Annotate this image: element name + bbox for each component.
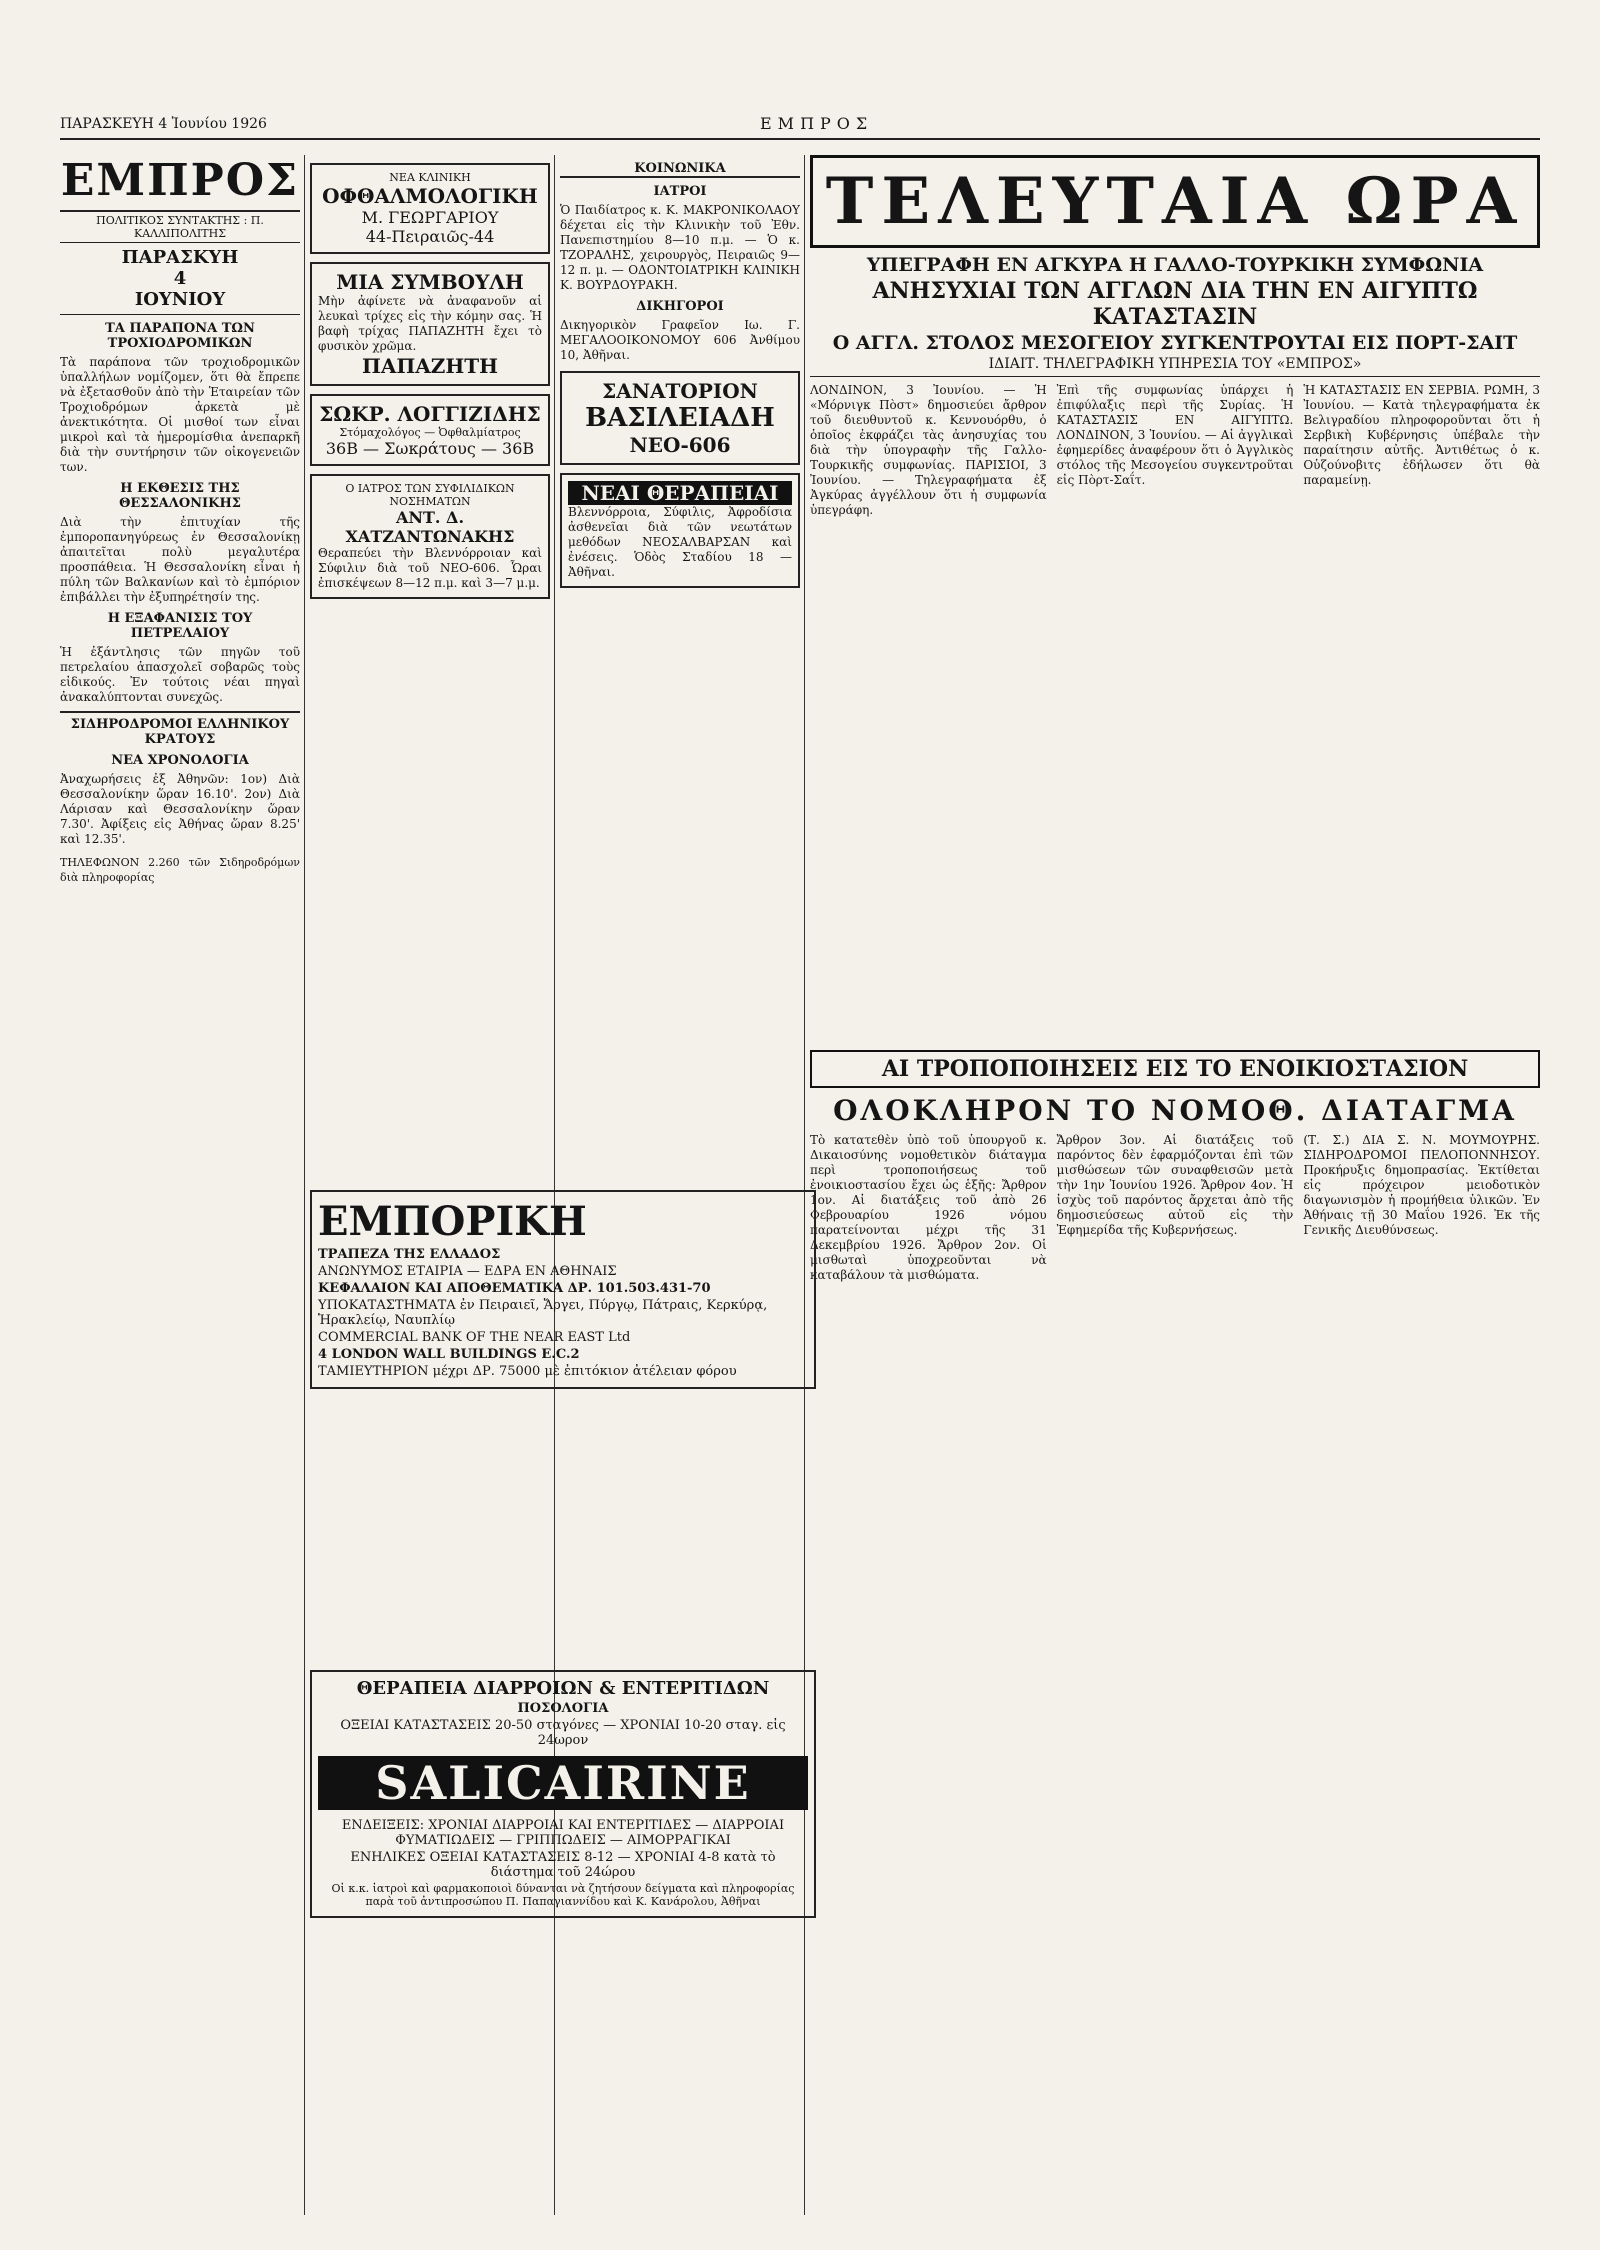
lawyers-head: ΔΙΚΗΓΟΡΟΙ xyxy=(636,299,724,314)
bank-title: ΤΡΑΠΕΖΑ ΤΗΣ ΕΛΛΑΔΟΣ xyxy=(318,1247,501,1262)
law-column: Ἄρθρον 3ον. Αἱ διατάξεις τοῦ παρόντος δὲν ἐφαρμόζονται ἐπὶ τῶν μισθώσεων τῶν συναφθεισῶν μετὰ τὴν 1ην Ἰουνίου 1926. Ἄρθρον 4ον. Ἡ ἰσχὺς τοῦ παρόντος ἄρχεται ἀπὸ τῆς δημοσιεύσεως αὐτοῦ εἰς τὴν Ἐφημερίδα τῆς Κυβερνήσεως. xyxy=(1056,1133,1294,1237)
advice-body: Μὴν ἀφίνετε νὰ ἀναφανοῦν αἱ λευκαὶ τρίχες εἰς τὴν κόμην σας. Ἡ βαφὴ τρίχας ΠΑΠΑΖΗΤΗ ἔχει τὸ φυσικὸν χρῶμα. xyxy=(318,294,542,353)
article-title: Η ΕΚΘΕΣΙΣ ΤΗΣ ΘΕΣΣΑΛΟΝΙΚΗΣ xyxy=(119,481,241,511)
bank-london: 4 LONDON WALL BUILDINGS E.C.2 xyxy=(318,1347,580,1362)
clinic-address: 44-Πειραιῶς-44 xyxy=(365,227,495,246)
editor-line: ΠΟΛΙΤΙΚΟΣ ΣΥΝΤΑΚΤΗΣ : Π. ΚΑΛΛΙΠΟΛΙΤΗΣ xyxy=(60,212,300,243)
sanatorium-sub: ΝΕΟ-606 xyxy=(629,433,731,457)
bank-savings: ΤΑΜΙΕΥΤΗΡΙΟΝ μέχρι ΔΡ. 75000 μὲ ἐπιτόκιον ἀτέλειαν φόρου xyxy=(318,1364,737,1379)
railway-title: ΣΙΔΗΡΟΔΡΟΜΟΙ ΕΛΛΗΝΙΚΟΥ ΚΡΑΤΟΥΣ xyxy=(60,711,300,747)
railway-body: Ἀναχωρήσεις ἐξ Ἀθηνῶν: 1ον) Διὰ Θεσσαλονίκην ὥραν 16.10'. 2ον) Διὰ Λάρισαν καὶ Θεσσαλονίκην ὥραν 7.30'. Ἀφίξεις εἰς Ἀθήνας ὥραν 8.25' καὶ 12.35'. xyxy=(60,772,300,846)
railway-subtitle: ΝΕΑ ΧΡΟΝΟΛΟΓΙΑ xyxy=(111,753,249,768)
news-column: Ἐπὶ τῆς συμφωνίας ὑπάρχει ἡ ἐπιφύλαξις περὶ τῆς Συρίας. Ἡ ΚΑΤΑΣΤΑΣΙΣ ΕΝ ΑΙΓΥΠΤΩ. ΛΟΝΔΙΝΟΝ, 3 Ἰουνίου. — Αἱ ἀγγλικαὶ ἐφημερίδες ἀναφέρουν ὅτι ὁ Ἀγγλικὸς στόλος τῆς Μεσογείου συγκεντροῦται εἰς Πὸρτ-Σαΐτ. xyxy=(1056,383,1294,487)
article-body: Τὰ παράπονα τῶν τροχιοδρομικῶν ὑπαλλήλων νομίζομεν, ὅτι θὰ ἔπρεπε νὰ ἐξετασθοῦν ἀπὸ τὴν Ἑταιρείαν τῶν Τροχιοδρόμων ἀρκετὰ μὲ ἀνεκτικότητα. Οἱ μισθοί των εἶναι μικροὶ καὶ τὰ ἡμερομίσθια ἀνεπαρκῆ διὰ τὴν συντήρησιν τῶν οἰκογενειῶν των. xyxy=(60,355,300,474)
wire-service: ΙΔΙΑΙΤ. ΤΗΛΕΓΡΑΦΙΚΗ ΥΠΗΡΕΣΙΑ ΤΟΥ «ΕΜΠΡΟΣ» xyxy=(810,356,1540,377)
clinic-doctor: Μ. ΓΕΩΡΓΑΡΙΟΥ xyxy=(361,208,499,227)
social-section: ΚΟΙΝΩΝΙΚΑ xyxy=(560,161,800,178)
drug-name: SALICAIRINE xyxy=(318,1756,808,1810)
therapy-ad xyxy=(560,473,800,588)
column-three xyxy=(560,155,800,596)
article-body: Ἡ ἐξάντλησις τῶν πηγῶν τοῦ πετρελαίου ἀπασχολεῖ σοβαρῶς τοὺς εἰδικούς. Ἐν τούτοις νέαι πηγαὶ ἀνακαλύπτονται συνεχῶς. xyxy=(60,645,300,704)
syphilis-ad xyxy=(310,474,550,599)
law-subbanner: ΟΛΟΚΛΗΡΟΝ ΤΟ ΝΟΜΟΘ. ΔΙΑΤΑΓΜΑ xyxy=(833,1094,1517,1127)
drug-title: ΘΕΡΑΠΕΙΑ ΔΙΑΡΡΟΙΩΝ & ΕΝΤΕΡΙΤΙΔΩΝ xyxy=(356,1678,770,1699)
page-header xyxy=(60,110,1540,140)
advice-name: ΠΑΠΑΖΗΤΗ xyxy=(361,354,499,378)
day-number: 4 xyxy=(173,268,187,289)
article-body: Διὰ τὴν ἐπιτυχίαν τῆς ἐμποροπανηγύρεως ἐν Θεσσαλονίκῃ ἀπαιτεῖται πολὺ μεγαλυτέρα προσπάθεια. Ἡ Θεσσαλονίκη εἶναι ἡ πύλη τῶν Βαλκανίων καὶ τὸ ἐμπόριον ἐπιβάλλει τὴν ἐξυπηρέτησίν της. xyxy=(60,515,300,604)
column-rule xyxy=(304,155,305,2215)
masthead: ΕΜΠΡΟΣ xyxy=(60,155,300,212)
doctor-logo-address: 36Β — Σωκράτους — 36Β xyxy=(325,439,535,458)
clinic-head: ΝΕΑ ΚΛΙΝΙΚΗ xyxy=(389,171,471,184)
law-columns xyxy=(810,1133,1540,1283)
subheadline-2: ΑΝΗΣΥΧΙΑΙ ΤΩΝ ΑΓΓΛΩΝ ΔΙΑ ΤΗΝ ΕΝ ΑΙΓΥΠΤΩ ΚΑΤΑΣΤΑΣΙΝ xyxy=(872,278,1478,330)
issue-date: ΠΑΡΑΣΚΕΥΗ 4 Ἰουνίου 1926 xyxy=(60,116,267,132)
sanatorium-name: ΒΑΣΙΛΕΙΑΔΗ xyxy=(585,403,775,433)
advice-title: ΜΙΑ ΣΥΜΒΟΥΛΗ xyxy=(336,270,524,294)
syphilis-doctor: ΑΝΤ. Δ. ΧΑΤΖΑΝΤΩΝΑΚΗΣ xyxy=(345,508,515,546)
drug-indications: ΕΝΔΕΙΞΕΙΣ: ΧΡΟΝΙΑΙ ΔΙΑΡΡΟΙΑΙ ΚΑΙ ΕΝΤΕΡΙΤΙΔΕΣ — ΔΙΑΡΡΟΙΑΙ ΦΥΜΑΤΙΩΔΕΙΣ — ΓΡΙΠΠΩΔΕΙΣ — ΑΙΜΟΡΡΑΓΙΚΑΙ xyxy=(341,1818,785,1848)
drug-ad xyxy=(310,1670,816,1918)
doctor-logo-title: ΣΩΚΡ. ΛΟΓΓΙΖΙΔΗΣ xyxy=(319,402,541,426)
sanatorium-ad xyxy=(560,371,800,465)
month-name: ΙΟΥΝΙΟΥ xyxy=(134,289,226,310)
news-column: Ἡ ΚΑΤΑΣΤΑΣΙΣ ΕΝ ΣΕΡΒΙΑ. ΡΩΜΗ, 3 Ἰουνίου. — Κατὰ τηλεγραφήματα ἐκ Βελιγραδίου πληροφοροῦνται ὅτι ἡ Σερβικὴ Κυβέρνησις ὑπέβαλε τὴν παραίτησιν αὐτῆς. Ἀντιθέτως ὁ κ. Οὐζούνοβιτς ἐδήλωσεν ὅτι θὰ παραμείνῃ. xyxy=(1303,383,1540,487)
bank-sub: ΑΝΩΝΥΜΟΣ ΕΤΑΙΡΙΑ — ΕΔΡΑ ΕΝ ΑΘΗΝΑΙΣ xyxy=(318,1264,617,1279)
therapy-head: ΝΕΑΙ ΘΕΡΑΠΕΙΑΙ xyxy=(568,481,792,505)
column-two xyxy=(310,155,550,607)
law-column: (Τ. Σ.) ΔΙΑ Σ. Ν. ΜΟΥΜΟΥΡΗΣ. ΣΙΔΗΡΟΔΡΟΜΟΙ ΠΕΛΟΠΟΝΝΗΣΟΥ. Προκήρυξις δημοπρασίας. Ἐκτίθεται εἰς πρόχειρον μειοδοτικὸν διαγωνισμὸν ἡ προμήθεια ὑλικῶν. Ἐν Ἀθήναις τῇ 30 Μαΐου 1926. Ἐκ τῆς Γενικῆς Διευθύνσεως. xyxy=(1303,1133,1540,1237)
subheadline-1: ΥΠΕΓΡΑΦΗ ΕΝ ΑΓΚΥΡΑ Η ΓΑΛΛΟ-ΤΟΥΡΚΙΚΗ ΣΥΜΦΩΝΙΑ xyxy=(866,254,1484,276)
railway-footer: ΤΗΛΕΦΩΝΟΝ 2.260 τῶν Σιδηροδρόμων διὰ πληροφορίας xyxy=(60,856,300,884)
bank-capital: ΚΕΦΑΛΑΙΟΝ ΚΑΙ ΑΠΟΘΕΜΑΤΙΚΑ ΔΡ. 101.503.431-70 xyxy=(318,1281,711,1296)
drug-child: ΕΝΗΛΙΚΕΣ ΟΞΕΙΑΙ ΚΑΤΑΣΤΑΣΕΙΣ 8-12 — ΧΡΟΝΙΑΙ 4-8 κατὰ τὸ διάστημα τοῦ 24ώρου xyxy=(350,1850,776,1880)
sanatorium-head: ΣΑΝΑΤΟΡΙΟΝ xyxy=(602,379,758,403)
lower-news xyxy=(810,1050,1540,1283)
bank-commercial: COMMERCIAL BANK OF THE NEAR EAST Ltd xyxy=(318,1330,631,1345)
doctor-logo-sub: Στόμαχολόγος — Ὀφθαλμίατρος xyxy=(339,426,521,439)
doctor-ad xyxy=(310,394,550,466)
doctors-head: ΙΑΤΡΟΙ xyxy=(653,184,707,199)
headline: ΤΕΛΕΥΤΑΙΑ ΩΡΑ xyxy=(810,155,1540,248)
date-block xyxy=(60,243,300,315)
news-column: ΛΟΝΔΙΝΟΝ, 3 Ἰουνίου. — Ἡ «Μόρνιγκ Πὸστ» δημοσιεύει ἄρθρον τοῦ διευθυντοῦ κ. Κεννουόρθυ, ὁ ὁποῖος ἐκφράζει τὰς ἀνησυχίας του διὰ τὴν ὑπογραφὴν τῆς Γαλλο-Τουρκικῆς συμφωνίας. ΠΑΡΙΣΙΟΙ, 3 Ἰουνίου. — Τηλεγραφήματα ἐξ Ἀγκύρας ἀγγέλλουν ὅτι ἡ συμφωνία ὑπεγράφη. xyxy=(810,383,1047,517)
paper-name: ΕΜΠΡΟΣ xyxy=(760,114,874,133)
drug-dosage: ΠΟΣΟΛΟΓΙΑ xyxy=(517,1701,609,1716)
syphilis-head: Ο ΙΑΤΡΟΣ ΤΩΝ ΣΥΦΙΛΙΔΙΚΩΝ ΝΟΣΗΜΑΤΩΝ xyxy=(345,482,515,508)
bank-name: ΕΜΠΟΡΙΚΗ xyxy=(318,1198,587,1245)
bank-branches: ΥΠΟΚΑΤΑΣΤΗΜΑΤΑ ἐν Πειραιεῖ, Ἄργει, Πύργῳ, Πάτραις, Κερκύρᾳ, Ἡρακλείῳ, Ναυπλίῳ xyxy=(318,1298,768,1328)
law-banner: ΑΙ ΤΡΟΠΟΠΟΙΗΣΕΙΣ ΕΙΣ ΤΟ ΕΝΟΙΚΙΟΣΤΑΣΙΟΝ xyxy=(810,1050,1540,1088)
syphilis-body: Θεραπεύει τὴν Βλεννόρροιαν καὶ Σύφιλιν διὰ τοῦ ΝΕΟ-606. Ὧραι ἐπισκέψεων 8—12 π.μ. καὶ 3—7 μ.μ. xyxy=(318,546,542,590)
column-left xyxy=(60,155,300,885)
newspaper-page xyxy=(40,20,1550,2230)
law-column: Τὸ κατατεθὲν ὑπὸ τοῦ ὑπουργοῦ κ. Δικαιοσύνης νομοθετικὸν διάταγμα περὶ τροποποιήσεως τοῦ ἐνοικιοστασίου ἔχει ὡς ἑξῆς: Ἄρθρον 1ον. Αἱ διατάξεις τοῦ ἀπὸ 26 Φεβρουαρίου 1926 νόμου παρατείνονται μέχρι τῆς 31 Δεκεμβρίου 1926. Ἄρθρον 2ον. Οἱ μισθωταὶ ὑποχρεοῦνται νὰ καταβάλουν τὰ μισθώματα. xyxy=(810,1133,1047,1282)
drug-adult: ΟΞΕΙΑΙ ΚΑΤΑΣΤΑΣΕΙΣ 20-50 σταγόνες — ΧΡΟΝΙΑΙ 10-20 σταγ. εἰς 24ωρον xyxy=(340,1718,786,1748)
top-news xyxy=(810,155,1540,518)
news-columns xyxy=(810,383,1540,518)
advice-ad xyxy=(310,262,550,386)
day-name: ΠΑΡΑΣΚΥΗ xyxy=(121,247,239,268)
bank-ad xyxy=(310,1190,816,1389)
clinic-title: ΟΦΘΑΛΜΟΛΟΓΙΚΗ xyxy=(322,184,538,208)
doctors-body: Ὁ Παιδίατρος κ. Κ. ΜΑΚΡΟΝΙΚΟΛΑΟΥ δέχεται εἰς τὴν Κλινικὴν τοῦ Ἐθν. Πανεπιστημίου 8—10 π.μ. — Ὁ κ. ΤΖΟΡΑΛΗΣ, χειρουργὸς, Πειραιῶς 9—12 π. μ. — ΟΔΟΝΤΟΙΑΤΡΙΚΗ ΚΛΙΝΙΚΗ Κ. ΒΟΥΡΔΟΥΡΑΚΗ. xyxy=(560,203,800,292)
drug-footer: Οἱ κ.κ. ἰατροὶ καὶ φαρμακοποιοὶ δύνανται νὰ ζητήσουν δείγματα καὶ πληροφορίας παρὰ τοῦ ἀντιπροσώπου Π. Παπαγιαννίδου καὶ Κ. Κανάρολου, Ἀθῆναι xyxy=(331,1882,795,1908)
subheadline-3: Ο ΑΓΓΛ. ΣΤΟΛΟΣ ΜΕΣΟΓΕΙΟΥ ΣΥΓΚΕΝΤΡΟΥΤΑΙ ΕΙΣ ΠΟΡΤ-ΣΑΙΤ xyxy=(832,332,1518,354)
therapy-body: Βλεννόρροια, Σύφιλις, Ἀφροδίσια ἀσθενεῖαι διὰ τῶν νεωτάτων μεθόδων ΝΕΟΣΑΛΒΑΡΣΑΝ καὶ ἐνέσεις. Ὁδὸς Σταδίου 18 — Ἀθῆναι. xyxy=(568,505,792,579)
article-title: Η ΕΞΑΦΑΝΙΣΙΣ ΤΟΥ ΠΕΤΡΕΛΑΙΟΥ xyxy=(107,611,253,641)
lawyers-body: Δικηγορικὸν Γραφεῖον Ιω. Γ. ΜΕΓΑΛΟΟΙΚΟΝΟΜΟΥ 606 Ἀνθίμου 10, Ἀθῆναι. xyxy=(560,318,800,362)
article-title: ΤΑ ΠΑΡΑΠΟΝΑ ΤΩΝ ΤΡΟΧΙΟΔΡΟΜΙΚΩΝ xyxy=(105,321,255,351)
clinic-ad xyxy=(310,163,550,254)
